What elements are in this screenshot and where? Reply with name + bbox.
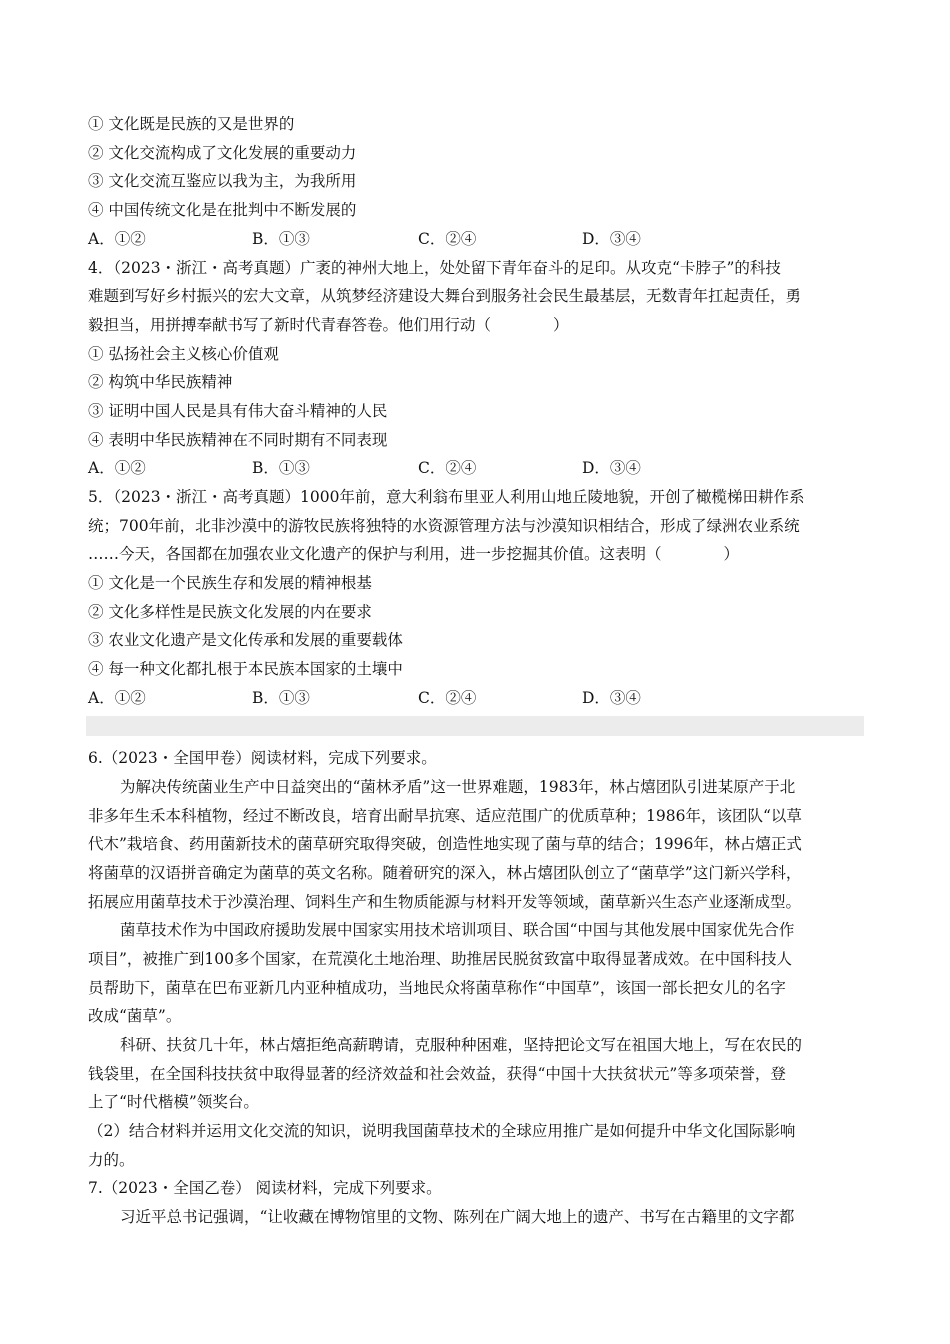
q6-paragraph-3-line-1: 科研、扶贫几十年，林占熺拒绝高薪聘请，克服种种困难，坚持把论文写在祖国大地上，写在农民的 bbox=[120, 1036, 803, 1054]
q6-paragraph-2-line-4: 改成“菌草”。 bbox=[88, 1007, 182, 1025]
q3-option-2: ② 文化交流构成了文化发展的重要动力 bbox=[88, 144, 357, 162]
q4-stem-line-3: 毅担当，用拼搏奉献书写了新时代青春答卷。他们用行动（ ） bbox=[88, 316, 569, 334]
q6-subquestion-2-line-2: 力的。 bbox=[88, 1151, 135, 1169]
q7-title: 7.（2023・全国乙卷） 阅读材料，完成下列要求。 bbox=[88, 1179, 442, 1197]
q7-paragraph-1-line-1: 习近平总书记强调，“让收藏在博物馆里的文物、陈列在广阔大地上的遗产、书写在古籍里的文字都 bbox=[120, 1208, 795, 1226]
q6-title: 6.（2023・全国甲卷）阅读材料，完成下列要求。 bbox=[88, 749, 437, 767]
q6-paragraph-1-line-1: 为解决传统菌业生产中日益突出的“菌林矛盾”这一世界难题，1983年，林占熺团队引进某原产于北 bbox=[120, 778, 796, 796]
q6-paragraph-3-line-3: 上了“时代楷模”领奖台。 bbox=[88, 1093, 259, 1111]
q6-paragraph-1-line-4: 将菌草的汉语拼音确定为菌草的英文名称。随着研究的深入，林占熺团队创立了“菌草学”这门新兴学科， bbox=[88, 864, 802, 882]
q3-option-3: ③ 文化交流互鉴应以我为主，为我所用 bbox=[88, 172, 357, 190]
q6-paragraph-1-line-5: 拓展应用菌草技术于沙漠治理、饲料生产和生物质能源与材料开发等领域，菌草新兴生态产业逐渐成型。 bbox=[88, 893, 802, 911]
q4-stem-line-2: 难题到写好乡村振兴的宏大文章，从筑梦经济建设大舞台到服务社会民生最基层，无数青年扛起责任，勇 bbox=[88, 287, 802, 305]
q4-choice-b: B．①③ bbox=[252, 459, 310, 477]
q3-choice-d: D．③④ bbox=[582, 230, 641, 248]
q6-paragraph-2-line-1: 菌草技术作为中国政府援助发展中国家实用技术培训项目、联合国“中国与其他发展中国家优先合作 bbox=[120, 921, 795, 939]
q4-choice-a: A．①② bbox=[88, 459, 146, 477]
q4-option-2: ② 构筑中华民族精神 bbox=[88, 373, 233, 391]
q3-choice-b: B．①③ bbox=[252, 230, 310, 248]
q4-option-1: ① 弘扬社会主义核心价值观 bbox=[88, 345, 279, 363]
q5-choice-d: D．③④ bbox=[582, 689, 641, 707]
q4-option-4: ④ 表明中华民族精神在不同时期有不同表现 bbox=[88, 431, 388, 449]
q3-choice-a: A．①② bbox=[88, 230, 146, 248]
q4-option-3: ③ 证明中国人民是具有伟大奋斗精神的人民 bbox=[88, 402, 388, 420]
q3-option-1: ① 文化既是民族的又是世界的 bbox=[88, 115, 295, 133]
q5-stem-line-2: 统；700年前，北非沙漠中的游牧民族将独特的水资源管理方法与沙漠知识相结合，形成了绿洲农业系统 bbox=[88, 517, 800, 535]
q5-choice-b: B．①③ bbox=[252, 689, 310, 707]
q4-stem-line-1: 4．（2023・浙江・高考真题）广袤的神州大地上，处处留下青年奋斗的足印。从攻克“卡脖子”的科技 bbox=[88, 259, 781, 277]
q6-paragraph-3-line-2: 钱袋里，在全国科技扶贫中取得显著的经济效益和社会效益，获得“中国十大扶贫状元”等多项荣誉，登 bbox=[88, 1065, 786, 1083]
q5-choice-c: C．②④ bbox=[418, 689, 477, 707]
section-divider-bar bbox=[86, 716, 864, 736]
q4-choice-d: D．③④ bbox=[582, 459, 641, 477]
q5-option-1: ① 文化是一个民族生存和发展的精神根基 bbox=[88, 574, 372, 592]
q5-option-2: ② 文化多样性是民族文化发展的内在要求 bbox=[88, 603, 372, 621]
q6-paragraph-2-line-2: 项目”，被推广到100多个国家，在荒漠化土地治理、助推居民脱贫致富中取得显著成效。在中国科技人 bbox=[88, 950, 793, 968]
q5-stem-line-3: ……今天，各国都在加强农业文化遗产的保护与利用，进一步挖掘其价值。这表明（ ） bbox=[88, 545, 740, 563]
q6-paragraph-2-line-3: 员帮助下，菌草在巴布亚新几内亚种植成功，当地民众将菌草称作“中国草”，该国一部长把女儿的名字 bbox=[88, 979, 786, 997]
q4-choice-c: C．②④ bbox=[418, 459, 477, 477]
q6-paragraph-1-line-3: 代木”栽培食、药用菌新技术的菌草研究取得突破，创造性地实现了菌与草的结合；1996年，林占熺正式 bbox=[88, 835, 802, 853]
q3-option-4: ④ 中国传统文化是在批判中不断发展的 bbox=[88, 201, 357, 219]
q5-stem-line-1: 5．（2023・浙江・高考真题）1000年前，意大利翁布里亚人利用山地丘陵地貌，开创了橄榄梯田耕作系 bbox=[88, 488, 805, 506]
q6-paragraph-1-line-2: 非多年生禾本科植物，经过不断改良，培育出耐旱抗寒、适应范围广的优质草种；1986年，该团队“以草 bbox=[88, 807, 802, 825]
q5-option-4: ④ 每一种文化都扎根于本民族本国家的土壤中 bbox=[88, 660, 403, 678]
q3-choice-c: C．②④ bbox=[418, 230, 477, 248]
q6-subquestion-2-line-1: （2）结合材料并运用文化交流的知识，说明我国菌草技术的全球应用推广是如何提升中华文化国际影响 bbox=[88, 1122, 796, 1140]
q5-option-3: ③ 农业文化遗产是文化传承和发展的重要载体 bbox=[88, 631, 403, 649]
q5-choice-a: A．①② bbox=[88, 689, 146, 707]
